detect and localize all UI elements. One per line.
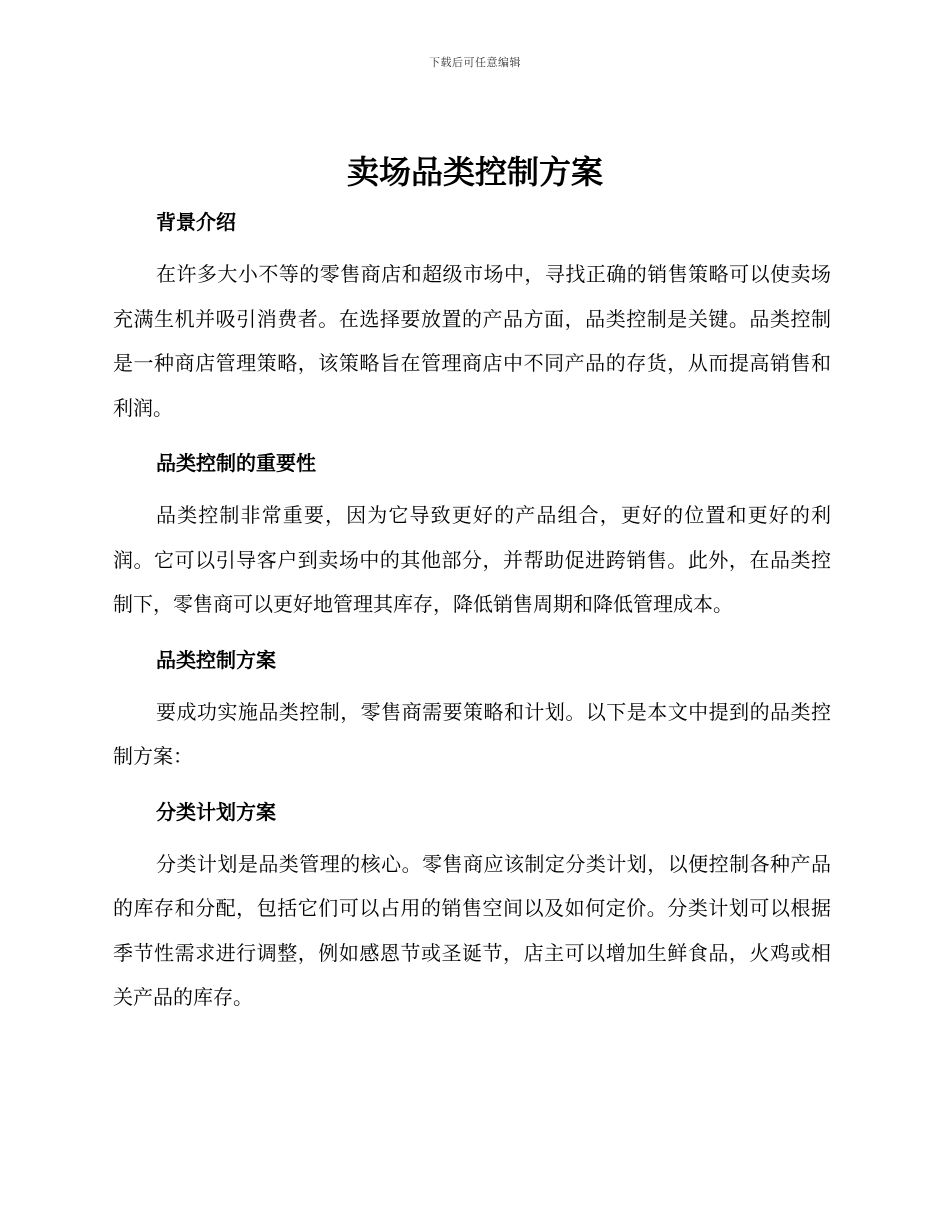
section-heading-classification: 分类计划方案 — [156, 799, 276, 824]
section-paragraph-plan: 要成功实施品类控制，零售商需要策略和计划。以下是本文中提到的品类控制方案： — [113, 699, 831, 768]
document-title: 卖场品类控制方案 — [346, 153, 603, 191]
page-header-note: 下载后可任意编辑 — [429, 56, 521, 69]
section-paragraph-background: 在许多大小不等的零售商店和超级市场中，寻找正确的销售策略可以使卖场充满生机并吸引消费者。在选择要放置的产品方面，品类控制是关键。品类控制是一种商店管理策略，该策略旨在管理商店中不同产品的存货，从而提高销售和利润。 — [113, 262, 831, 420]
document-body — [113, 202, 831, 1033]
section-heading-plan: 品类控制方案 — [156, 647, 276, 672]
section-paragraph-classification: 分类计划是品类管理的核心。零售商应该制定分类计划，以便控制各种产品的库存和分配，包括它们可以占用的销售空间以及如何定价。分类计划可以根据季节性需求进行调整，例如感恩节或圣诞节，店主可以增加生鲜食品，火鸡或相关产品的库存。 — [113, 851, 831, 1009]
section-heading-importance: 品类控制的重要性 — [156, 451, 316, 475]
section-paragraph-importance: 品类控制非常重要，因为它导致更好的产品组合，更好的位置和更好的利润。它可以引导客户到卖场中的其他部分，并帮助促进跨销售。此外，在品类控制下，零售商可以更好地管理其库存，降低销售周期和降低管理成本。 — [113, 503, 831, 616]
section-heading-background: 背景介绍 — [156, 210, 236, 234]
